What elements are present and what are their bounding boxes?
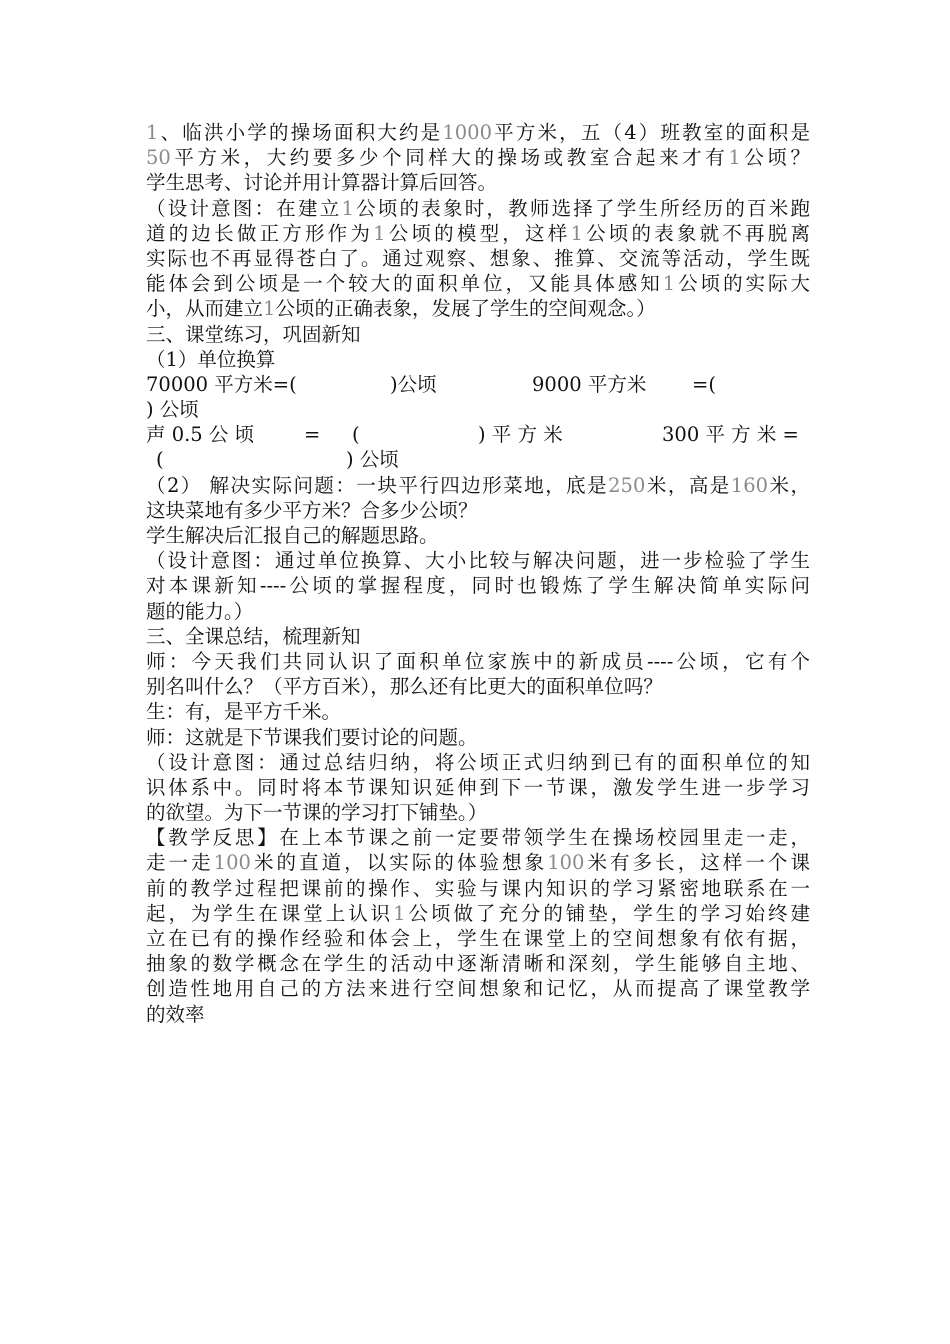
text-line [146,850,810,875]
exercise-text: ( [156,448,164,472]
number: 1 [263,297,276,321]
text-line: （设计意图：通过单位换算、大小比较与解决问题，进一步检验了学生 [146,549,810,573]
text-line: 抽象的数学概念在学生的活动中逐渐清晰和深刻，学生能够自主地、 [146,952,810,976]
exercise-text: ) 公顷 [346,448,399,472]
text-line: 的效率 [146,1002,205,1026]
text-run: 米，高是 [645,473,731,497]
text-run: 平方米，大约要多少个同样大的操场或教室合起来才有 [170,146,729,170]
text-line: 学生解决后汇报自己的解题思路。 [146,524,439,547]
exercise-row [146,422,810,447]
exercise-text: 300 平 方 米 = [662,423,799,447]
number: 1 [146,121,159,144]
number: 100 [547,851,585,875]
text-run: （2） 解决实际问题：一块平行四边形菜地，底是 [146,473,609,497]
text-run: 公顷的表象时，教师选择了学生所经历的百米跑 [353,196,810,220]
text-line: 师：这就是下节课我们要讨论的问题。 [146,725,478,749]
text-line: 前的教学过程把课前的操作、实验与课内知识的学习紧密地联系在一 [146,876,810,900]
text-line [146,196,810,221]
number: 100 [213,851,251,875]
text-run: 米的直道，以实际的体验想象 [250,851,548,875]
section-heading: 三、全课总结，梳理新知 [146,624,361,648]
text-line [146,221,810,246]
text-run: （设计意图：在建立 [146,196,342,220]
text-line: 的欲望。为下一节课的学习打下铺垫。） [146,801,488,825]
section-heading: 三、课堂练习，巩固新知 [146,322,361,346]
text-line: 这块菜地有多少平方米？合多少公顷？ [146,498,478,522]
exercise-text: ( [352,423,360,447]
number: 1 [570,221,583,245]
text-run: 小，从而建立 [146,297,264,321]
exercise-row [146,372,810,397]
text-run: 平方米，五（4）班教室的面积是 [491,121,810,144]
text-line: 立在已有的操作经验和体会上，学生在课堂上的空间想象有依有据， [146,927,810,950]
exercise-row: ) 公顷 [146,398,199,422]
text-line: 别名叫什么？（平方百米），那么还有比更大的面积单位吗？ [146,675,663,699]
text-line: 识体系中。同时将本节课知识延伸到下一节课，激发学生进一步学习 [146,775,810,799]
number: 1 [393,901,406,925]
text-run: 米有多长，这样一个课 [584,851,810,875]
number: 1 [341,196,354,220]
text-run: 公顷的表象就不再脱离 [582,221,810,245]
text-line: 实际也不再显得苍白了。通过观察、想象、推算、交流等活动，学生既 [146,246,810,270]
document-page [146,120,810,1027]
exercise-text: )公顷 [390,372,437,396]
text-line: 师：今天我们共同认识了面积单位家族中的新成员----公顷，它有个 [146,649,810,673]
exercise-text: 70000 平方米=( [146,372,297,396]
text-line: 题的能力。） [146,599,254,623]
text-run: 走一走 [146,851,214,875]
text-line: 创造性地用自己的方法来进行空间想象和记忆，从而提高了课堂教学 [146,977,810,1001]
text-run: 起，为学生在课堂上认识 [146,901,394,925]
number: 1 [373,221,386,245]
text-run: 道的边长做正方形作为 [146,221,374,245]
text-line: 学生思考、讨论并用计算器计算后回答。 [146,171,498,195]
text-run: 公顷的实际大 [675,272,810,296]
text-line: （设计意图：通过总结归纳，将公顷正式归纳到已有的面积单位的知 [146,750,810,774]
number: 1 [662,272,676,296]
text-line [146,901,810,926]
text-run: 、临洪小学的操场面积大约是 [158,121,443,144]
number: 1000 [442,121,492,144]
exercise-text: ) 平 方 米 [478,423,563,447]
exercise-text: 9000 平方米 [532,372,647,396]
exercise-title: （1）单位换算 [146,347,276,371]
text-line: 【教学反思】在上本节课之前一定要带领学生在操场校园里走一走， [146,826,810,850]
number: 50 [146,146,171,170]
text-line [146,120,810,145]
text-run: 公顷做了充分的铺垫，学生的学习始终建 [405,901,810,925]
text-run: 米， [768,473,810,497]
text-run: 公顷？ [740,146,810,170]
exercise-text: = [304,423,321,447]
number: 1 [728,146,741,170]
text-line: 生：有，是平方千米。 [146,700,342,724]
text-line [146,271,810,296]
number: 160 [730,473,769,497]
text-line [146,296,810,321]
exercise-text: =( [692,372,716,396]
text-run: 公顷的正确表象，发展了学生的空间观念。） [275,297,656,321]
text-line: 对本课新知----公顷的掌握程度，同时也锻炼了学生解决简单实际问 [146,574,810,598]
text-line [146,473,810,498]
text-run: 公顷的模型，这样 [385,221,571,245]
number: 250 [608,473,646,497]
exercise-text: 声 0.5 公 顷 [146,423,255,447]
exercise-row [146,447,810,472]
text-line [146,145,810,170]
text-run: 能体会到公顷是一个较大的面积单位，又能具体感知 [146,272,663,296]
